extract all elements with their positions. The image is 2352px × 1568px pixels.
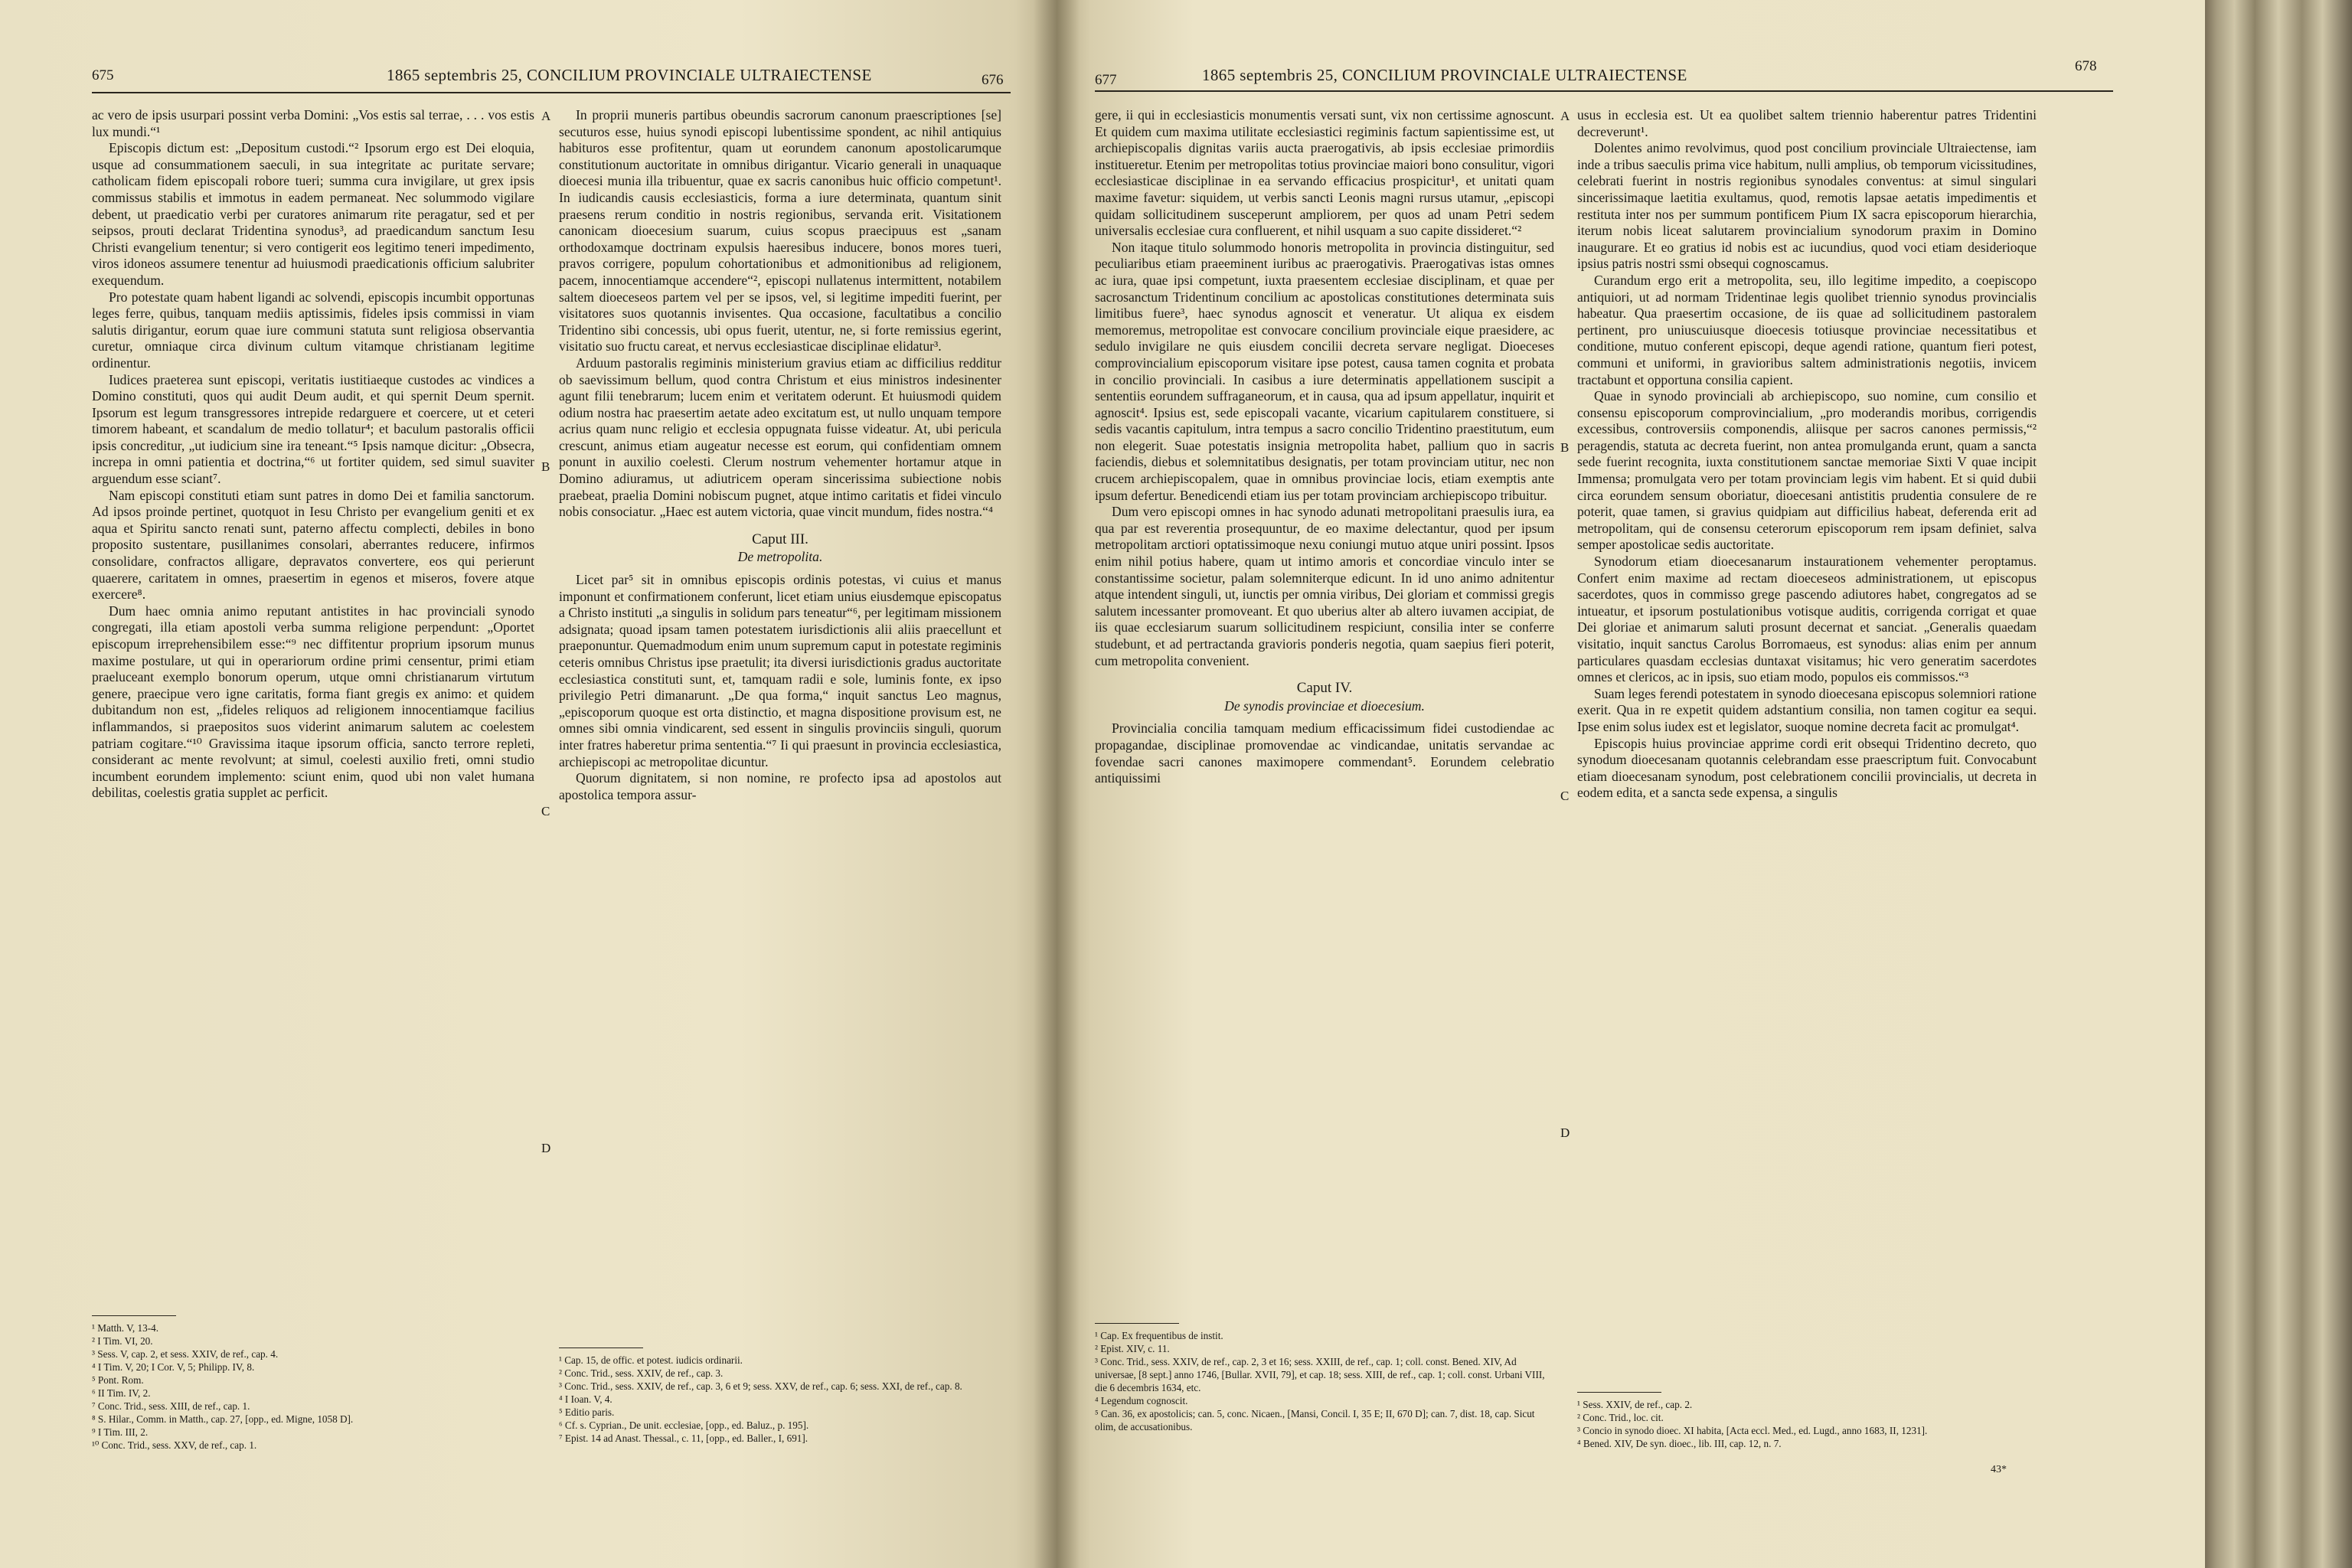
footnote-rule bbox=[92, 1315, 176, 1316]
margin-letter-a: A bbox=[1560, 109, 1570, 123]
footnote: ¹⁰ Conc. Trid., sess. XXV, de ref., cap. 1. bbox=[92, 1439, 257, 1451]
footnote: ² I Tim. VI, 20. bbox=[92, 1335, 153, 1347]
paragraph: Pro potestate quam habent ligandi ac solvendi, episcopis incumbit opportunas leges ferre, quibus, tanquam mediis aptissimis, fideles ipsis commissi in viam salutis dirigantur, eorum quae iure communi statuta sunt religiosa observantia curetur, omniaque circa divinum cultum vitamque christianam legitime ordinentur. bbox=[92, 289, 534, 371]
footnote: ⁹ I Tim. III, 2. bbox=[92, 1426, 149, 1438]
footnote: ⁸ S. Hilar., Comm. in Matth., cap. 27, [opp., ed. Migne, 1058 D]. bbox=[92, 1413, 354, 1425]
footnote: ⁵ Editio paris. bbox=[559, 1406, 615, 1418]
left-page bbox=[0, 0, 1057, 1568]
footnote: ⁶ II Tim. IV, 2. bbox=[92, 1387, 151, 1399]
page-number-678: 678 bbox=[2075, 58, 2097, 74]
left-column-2 bbox=[559, 107, 1001, 803]
footnote: ¹ Sess. XXIV, de ref., cap. 2. bbox=[1577, 1399, 1693, 1410]
page-number-676: 676 bbox=[982, 72, 1004, 88]
margin-letter-d: D bbox=[541, 1141, 551, 1155]
chapter-heading: Caput IV. bbox=[1296, 680, 1353, 697]
footnote: ³ Conc. Trid., sess. XXIV, de ref., cap. 3, 6 et 9; sess. XXV, de ref., cap. 6; sess. XXI, de ref., cap. 8. bbox=[559, 1380, 962, 1392]
header-rule bbox=[92, 92, 1011, 93]
paragraph: Curandum ergo erit a metropolita, seu, illo legitime impedito, a coepiscopo antiquiori, ut ad normam Tridentinae legis quolibet triennio synodus provincialis habeatur. Qua praesertim occasione, de iis quae ad sollicitudinem pastoralem pertinent, pro uniuscuiusque dioecesis totiusque provinciae necessitatibus et conditione, mutuo conferent episcopi, deque agendi ratione, quantum fieri potest, communi et uniformi, in gravioribus saltem administrationis negotiis, invicem tractabunt et opportuna consilia capient. bbox=[1577, 272, 2037, 387]
left-column-1 bbox=[92, 107, 534, 802]
paragraph: Suam leges ferendi potestatem in synodo dioecesana episcopus solemniori ratione exerit. Qua in re expetit quidem adstantium consilia, non tamen cogitur ea sequi. Ipse enim solus iudex est et legislator, suoque nomine decreta facit ac promulgat⁴. bbox=[1577, 685, 2037, 734]
margin-letter-d: D bbox=[1560, 1125, 1570, 1140]
header-rule bbox=[1095, 90, 2113, 92]
footnote: ⁵ Can. 36, ex apostolicis; can. 5, conc. Nicaen., [Mansi, Concil. I, 35 E; II, 670 D]; can. 7, dist. 18, cap. Sicut olim, de accusationibus. bbox=[1095, 1408, 1535, 1432]
footnote: ¹ Cap. 15, de offic. et potest. iudicis ordinarii. bbox=[559, 1354, 743, 1366]
book-page-edges bbox=[2205, 0, 2352, 1568]
left-running-head: 1865 septembris 25, CONCILIUM PROVINCIALE ULTRAIECTENSE bbox=[387, 66, 872, 84]
paragraph: Dum vero episcopi omnes in hac synodo adunati metropolitani praesulis iura, ea qua par est reverentia prosequuntur, de eo maxime delectantur, quod per ipsum metropolitam arctiori optatissimoque nexu coniungi mutuo atque uniri possint. Ipsos enim nihil potius habere, quam ut intimo amoris et concordiae vinculo inter se constantissime societur, palam solemniterque edicunt. In id uno animo adnitentur atque intendent singuli, ut, iunctis per omnia viribus, Dei gloriam et commissi gregis salutem incessanter promoveant. Et quo uberius alter ab altero iuvamen accipiat, de iis quae ecclesiarum suarum sollicitudinem respiciunt, consilia inter se conferre studebunt, et ad pertractanda gravioris ponderis negotia, quam saepius fieri poterit, cum metropolita convenient. bbox=[1095, 504, 1554, 668]
right-footnotes-2 bbox=[1577, 1398, 2037, 1450]
right-footnotes-1 bbox=[1095, 1329, 1554, 1433]
left-footnotes-2 bbox=[559, 1354, 1001, 1445]
margin-letter-c: C bbox=[1560, 789, 1570, 803]
paragraph: In proprii muneris partibus obeundis sacrorum canonum praescriptiones [se] secuturos esse, huius synodi episcopi lubentissime spondent, ac nihil antiquius habituros esse profitentur, quam ut eorundem canonum apostolicarumque constitutionum auctoritate in omnibus dirigantur. Vicario generali in unaquaque dioecesi munia illa tribuentur, quae ex sacris canonibus huic officio competunt¹. In iudicandis causis ecclesiasticis, forma a iure determinata, quantum sinit praesens rerum conditio in nostris regionibus, servanda erit. Visitationem canonicam dioecesium suarum, cuius scopus praecipuus est „sanam orthodoxamque doctrinam expulsis haeresibus inducere, bonos mores tueri, pravos corrigere, populum cohortationibus et admonitionibus ad religionem, pacem, innocentiamque accendere“², episcopi nullatenus intermittent, notabilem saltem dioeceseos partem vel per se ipsos, vel, si legitime impediti fuerint, per visitatores suos quotannis invisentes. Qua occasione, facultatibus a concilio Tridentino sibi concessis, ubi opus fuerit, utentur, ne, si forte remissius egerint, visitatio suo fructu careat, et nervus ecclesiasticae disciplinae elidatur³. bbox=[559, 107, 1001, 354]
footnote: ¹ Cap. Ex frequentibus de instit. bbox=[1095, 1330, 1223, 1341]
paragraph: Dolentes animo revolvimus, quod post concilium provinciale Ultraiectense, iam inde a tribus saeculis prima vice habitum, nulli amplius, ob temporum vicissitudines, celebrati fuerint in nostris regionibus synodales conventus: at simul singulari sincerissimaque laetitia exultamus, quod, remotis lapsae aetatis impedimentis et restituta inter nos per summum pontificem Pium IX sacra episcoporum hierarchia, iterum nobis liceat salutarem provincialium synodorum praxim in Domino inaugurare. Et eo gratius id nobis est ac iucundius, quod voci etiam desiderioque ipsius patris nostri ssmi obsequi cognoscamus. bbox=[1577, 140, 2037, 272]
footnote: ² Conc. Trid., loc. cit. bbox=[1577, 1412, 1664, 1423]
footnote: ³ Concio in synodo dioec. XI habita, [Acta eccl. Med., ed. Lugd., anno 1683, II, 1231]. bbox=[1577, 1425, 1928, 1436]
paragraph: Non itaque titulo solummodo honoris metropolita in provincia distinguitur, sed peculiaribus etiam praeeminent iuribus ac praerogativis. Praerogativas istas omnes ac iura, quae ipsi competunt, iuxta praesentem ecclesiae disciplinam, et quae per sacrosanctum Tridentinum concilium ac apostolicas constitutiones determinata suis limitibus fuere³, haec synodus agnoscit et veneratur. Ut aliqua ex eisdem memoremus, metropolitae est convocare concilium provinciale eique praesidere, ac sedulo invigilare ne quis eiusdem concilii decreta servare negligat. Dioeceses comprovincialium episcoporum visitare ipse potest, causa tamen cognita et probata in concilio provinciali. In casibus a iure determinatis appellationem suscipit a sententiis eorundem suffraganeorum, et in causa, qua ad ipsum appellatur, inquirit et agnoscit⁴. Ipsius est, sede episcopali vacante, vicarium capitularem constituere, si sedis vacantis capitulum, intra tempus a sacro concilio Tridentino praestitutum, eum non elegerit. Suae potestatis insignia metropolita habet, pallium quo in sacris faciendis, diebus et solemnitatibus designatis, per totam provinciam utitur, nec non crucem archiepiscopalem, quae in omnibus provinciae locis, etiam exemptis ante ipsum defertur. Benedicendi etiam ius per totam provinciam archiepiscopo tribuitur. bbox=[1095, 239, 1554, 503]
paragraph: Episcopis dictum est: „Depositum custodi.“² Ipsorum ergo est Dei eloquia, usque ad consummationem saeculi, in sua integritate ac puritate servare; catholicam fidem episcopali robore tueri; summa cura invigilare, ut grex ipsis commissus stabilis et immotus in eadem permaneat. Nec solummodo vigilare debent, ut praedicatio verbi per curatores animarum rite peragatur, sed et per seipsos, prouti declarat Tridentina synodus³, ad praedicandum sanctum Iesu Christi evangelium tenentur; si vero contigerit eos legitimo teneri impedimento, viros idoneos assumere tenentur ad huiusmodi praedicationis officium salubriter exequendum. bbox=[92, 140, 534, 288]
page-number-677: 677 bbox=[1095, 72, 1117, 88]
footnote: ⁵ Pont. Rom. bbox=[92, 1374, 144, 1386]
chapter-subtitle: De metropolita. bbox=[737, 549, 823, 565]
footnote-rule bbox=[1577, 1392, 1661, 1393]
paragraph: gere, ii qui in ecclesiasticis monumentis versati sunt, vix non certissime agnoscunt. Et quidem cum maxima utilitate ecclesiastici regiminis factum sapientissime est, ut archiepiscopalis dignitas variis aucta praerogativis, ab ipsis ecclesiae primordiis institueretur. Etenim per metropolitas totius provinciae maiori bono consulitur, vigori ecclesiasticae disciplinae in ea servando efficacius prospicitur¹, et unitati quam maxime favetur: siquidem, ut verbis sancti Leonis magni rursus utamur, „episcopi quidam sollicitudinem susceperunt ampliorem, per quos ad unam Petri sedem universalis ecclesiae cura confluerent, et nihil usquam a suo capite dissideret.“² bbox=[1095, 107, 1554, 239]
signature-mark: 43* bbox=[1991, 1464, 2007, 1475]
left-footnotes-1 bbox=[92, 1321, 521, 1452]
paragraph: Quorum dignitatem, si non nomine, re profecto ipsa ad apostolos aut apostolica tempora assur- bbox=[559, 770, 1001, 802]
footnote: ⁴ Bened. XIV, De syn. dioec., lib. III, cap. 12, n. 7. bbox=[1577, 1438, 1782, 1449]
margin-letter-a: A bbox=[541, 109, 551, 123]
footnote: ² Conc. Trid., sess. XXIV, de ref., cap. 3. bbox=[559, 1367, 724, 1379]
paragraph: Dum haec omnia animo reputant antistites in hac provinciali synodo congregati, illa etiam apostoli verba summa religione perpendunt: „Oportet episcopum irreprehensibilem esse:“⁹ nec diffitentur proprium ipsorum munus maxime postulare, ut qui in operariorum ordine primi censentur, primi etiam praeluceant exemplo bonorum operum, utque omni christianarum virtutum genere, praecipue vero igne caritatis, forma fiant gregis ex animo: et quidem dubitandum non est, „fideles reliquos ad religionem innocentiamque facilius inflammandos, si praepositos suos viderint animarum salutem ac coelestem patriam cogitare.“¹⁰ Gravissima itaque ipsorum officia, sancto terrore repleti, considerant ac mente revolvunt; at simul, coelesti auxilio freti, omni studio incumbent eorundem implemento: sciunt enim, quod ubi non valet humana debilitas, coelestis gratia supplet ac perficit. bbox=[92, 603, 534, 801]
paragraph: Quae in synodo provinciali ab archiepiscopo, suo nomine, cum consilio et consensu episcoporum comprovincialium, „pro moderandis moribus, corrigendis excessibus, controversiis componendis, aliisque per sacros canones permissis,“² peragendis, statuta ac decreta fuerint, non antea promulganda erunt, quam a sancta sede fuerint recognita, iuxta constitutionem sanctae memoriae Sixti V quae incipit Immensa; promulgata vero per totam provinciam legis vim habent. Et si quid dubii circa eorundem sensum oboriatur, dioecesani antistitis prudentia consulere de re poterit, quae tamen, si gravius quidpiam aut difficilius habeat, deferenda erit ad metropolitam, qui de consensu ceterorum episcoporum rem ipsam definiet, salva semper apostolicae sedis auctoritate. bbox=[1577, 388, 2037, 553]
footnote: ⁶ Cf. s. Cyprian., De unit. ecclesiae, [opp., ed. Baluz., p. 195]. bbox=[559, 1419, 809, 1431]
paragraph: Licet par⁵ sit in omnibus episcopis ordinis potestas, vi cuius et manus imponunt et confirmationem conferunt, licet etiam unius eiusdemque episcopatus a Christo instituti „a singulis in solidum pars teneatur“⁶, per legitimam missionem adsignata; quoad ipsam tamen potestatem iurisdictionis alii aliis praecellunt et praeponuntur. Quemadmodum enim unum supremum caput in potestate regiminis ceteris omnibus Christus ipse praetulit; ita diversi iurisdictionis gradus auctoritate ecclesiastica constituti sunt, et, tamquam radii e sole, luminis fonte, ex ipso privilegio Petri dimanarunt. „De qua forma,“ inquit sanctus Leo magnus, „episcoporum quoque est orta distinctio, et magna dispositione provisum est, ne omnes sibi omnia vindicarent, sed essent in singulis provinciis singuli, quorum inter fratres haberetur prima sententia.“⁷ Ii qui praesunt in provincia ecclesiastica, archiepiscopi ac metropolitae dicuntur. bbox=[559, 572, 1001, 769]
footnote: ⁴ I Tim. V, 20; I Cor. V, 5; Philipp. IV, 8. bbox=[92, 1361, 255, 1373]
footnote: ¹ Matth. V, 13-4. bbox=[92, 1322, 158, 1334]
margin-letter-b: B bbox=[541, 459, 550, 474]
footnote: ³ Sess. V, cap. 2, et sess. XXIV, de ref., cap. 4. bbox=[92, 1348, 279, 1360]
paragraph: Episcopis huius provinciae apprime cordi erit obsequi Tridentino decreto, quo synodum dioecesanam quotannis celebrandam esse praescriptum fuit. Convocabunt etiam dioecesanam synodum, post celebrationem concilii provincialis, ut decreta in eodem edita, et a sancta sede expensa, a singulis bbox=[1577, 735, 2037, 801]
footnote: ² Epist. XIV, c. 11. bbox=[1095, 1343, 1170, 1354]
footnote: ⁴ Legendum cognoscit. bbox=[1095, 1395, 1188, 1406]
margin-letter-c: C bbox=[541, 804, 550, 818]
paragraph: Synodorum etiam dioecesanarum instaurationem vehementer peroptamus. Confert enim maxime ad rectam dioeceseos administrationem, ut episcopus sacerdotes, quos in commisso grege pascendo adiutores habet, congregatos ad se intueatur, et ipsorum postulationibus votisque auditis, corrigenda corrigat et quae Dei gloriae et animarum saluti prosunt decernat et sanciat. „Generalis quaedam visitatio, inquit sanctus Carolus Borromaeus, est synodus: alias enim per annum particulares quasdam ecclesias duntaxat visitamus; hic vero generatim sacerdotes omnes et clericos, ac in ipsis, suo etiam modo, populos eis commissos.“³ bbox=[1577, 554, 2037, 685]
chapter-heading: Caput III. bbox=[752, 531, 808, 547]
footnote: ³ Conc. Trid., sess. XXIV, de ref., cap. 2, 3 et 16; sess. XXIII, de ref., cap. 1; coll. const. Bened. XIV, Ad universae, [8 sept.] anno 1746, [Bullar. XVII, 79], et cap. 18; sess. XIII, de ref., cap. 1; coll. const. Urbani VIII, die 6 decembris 1634, etc. bbox=[1095, 1356, 1545, 1393]
right-page bbox=[1057, 0, 2205, 1568]
right-column-1 bbox=[1095, 107, 1554, 787]
footnote-rule bbox=[1095, 1323, 1179, 1324]
footnote: ⁴ I Ioan. V, 4. bbox=[559, 1393, 612, 1405]
paragraph: usus in ecclesia est. Ut ea quolibet saltem triennio haberentur patres Tridentini decreverunt¹. bbox=[1577, 107, 2037, 139]
right-column-2 bbox=[1577, 107, 2037, 802]
paragraph: Arduum pastoralis regiminis ministerium gravius etiam ac difficilius redditur ob saevissimum bellum, quod contra Christum et eius ministros indesinenter agunt filii tenebrarum; lucem enim et veritatem oderunt. Et huiusmodi quidem odium nostra hac praesertim aetate adeo excitatum est, ut nullo unquam tempore acrius quam nunc religio et ecclesia oppugnata fuisse videatur. At, ubi pericula crescunt, animus etiam augeatur necesse est eorum, qui confidentiam omnem ponunt in auxilio coelesti. Clerum nostrum vehementer hortamur atque in Domino adiuramus, ut adiutricem operam sincerissima subiectione nobis praebeat, praelia Domini nobiscum pugnet, atque intimo caritatis et fidei vinculo nobis consociatur. „Haec est autem victoria, quae vincit mundum, fides nostra.“⁴ bbox=[559, 354, 1001, 520]
footnote: ⁷ Epist. 14 ad Anast. Thessal., c. 11, [opp., ed. Baller., I, 691]. bbox=[559, 1432, 808, 1444]
margin-letter-b: B bbox=[1560, 440, 1570, 455]
book-gutter bbox=[1034, 0, 1080, 1568]
paragraph: Nam episcopi constituti etiam sunt patres in domo Dei et familia sanctorum. Ad ipsos proinde pertinet, quotquot in Iesu Christo per evangelium geniti et ex aqua et Spiritu sancto renati sunt, paterno affectu complecti, debiles in bono proposito sustentare, pusillanimes consolari, aberrantes reducere, infirmos consolidare, confractos alligare, depravatos convertere, eos qui perierunt quaerere, caritatem in omnes, praesertim in egenos et miseros, fovere atque exercere⁸. bbox=[92, 487, 534, 603]
paragraph: ac vero de ipsis usurpari possint verba Domini: „Vos estis sal terrae, . . . vos estis lux mundi.“¹ bbox=[92, 107, 534, 139]
page-number-675: 675 bbox=[92, 67, 114, 83]
right-running-head: 1865 septembris 25, CONCILIUM PROVINCIALE ULTRAIECTENSE bbox=[1202, 66, 1687, 84]
paragraph: Provincialia concilia tamquam medium efficacissimum fidei custodiendae ac propagandae, disciplinae promovendae ac vindicandae, unitatis servandae ac fovendae sacri canones maximopere commendant⁵. Eorundem celebratio antiquissimi bbox=[1095, 720, 1554, 786]
paragraph: Iudices praeterea sunt episcopi, veritatis iustitiaeque custodes ac vindices a Domino constituti, quos qui audit Deum audit, et qui spernit Deum spernit. Ipsorum est legum transgressores intrepide redarguere et coercere, ut et ceteri timorem habeant, et scandalum de medio tollatur⁴; et baculum pastoralis officii ipsis concreditur, „ut iudicium sine ira teneant.“⁵ Ipsis namque dicitur: „Obsecra, increpa in omni patientia et doctrina,“⁶ ut fortiter quidem, sed simul suaviter arguendum esse sciant⁷. bbox=[92, 371, 534, 487]
footnote: ⁷ Conc. Trid., sess. XIII, de ref., cap. 1. bbox=[92, 1400, 250, 1412]
chapter-subtitle: De synodis provinciae et dioecesium. bbox=[1224, 697, 1425, 714]
